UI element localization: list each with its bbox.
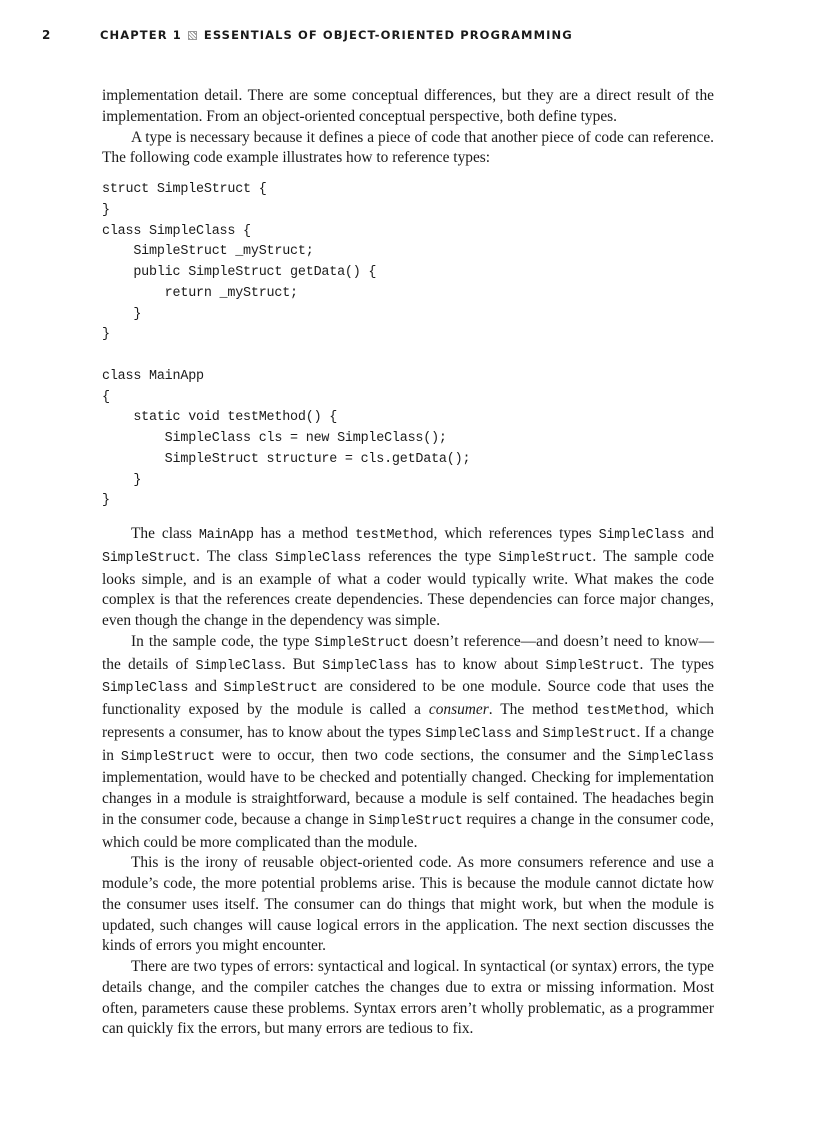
inline-code: SimpleClass (425, 726, 512, 742)
paragraph-text: implementation detail. There are some conceptual differences, but they are a direct result of the implementation. From an object-oriented conceptual perspective, both define types. (102, 87, 714, 125)
paragraph (102, 524, 714, 632)
paragraph (102, 128, 714, 170)
paragraph-text: . The types (639, 655, 714, 673)
separator-square-icon (188, 31, 197, 40)
paragraph-text: . The class (196, 547, 275, 565)
inline-code: MainApp (198, 528, 254, 543)
intro-paragraphs (102, 86, 714, 169)
paragraph-text: references the type (361, 547, 499, 565)
inline-code: SimpleClass (195, 658, 282, 674)
paragraph-text: There are two types of errors: syntactical and logical. In syntactical (or syntax) errors, the type details change, and the compiler catches the changes due to extra or missing information. Most often, parameters cause these problems. Syntax errors aren’t wholly problematic, as a programmer can quickly fix the errors, but many errors are tedious to fix. (102, 958, 714, 1038)
inline-code: SimpleStruct (314, 635, 409, 651)
inline-code: SimpleStruct (542, 726, 637, 742)
inline-code: SimpleStruct (223, 681, 318, 697)
body-paragraphs (102, 524, 714, 1040)
chapter-title: ESSENTIALS OF OBJECT-ORIENTED PROGRAMMING (203, 28, 573, 42)
inline-code: SimpleStruct (102, 550, 197, 566)
paragraph-text: and (188, 678, 224, 696)
page-number: 2 (42, 28, 51, 42)
paragraph-text: . If a change in (102, 723, 714, 764)
paragraph-text: has to know about (408, 655, 546, 673)
paragraph-text: doesn’t reference—and doesn’t need to know—the details of (102, 632, 714, 673)
paragraph-text: and (511, 723, 543, 741)
paragraph-text: This is the irony of reusable object-oriented code. As more consumers reference and use a module’s code, the more potential problems arise. This is because the module cannot dictate how the consumer uses itself. The consumer can do things that might work, but when the module is updated, such changes will cause logical errors in the application. The next section discusses the kinds of errors you might encounter. (102, 854, 714, 955)
paragraph-text: are considered to be one module. Source code that uses the functionality exposed by the module is called a (102, 678, 714, 718)
inline-code: testMethod (586, 704, 665, 719)
inline-code: SimpleClass (102, 681, 189, 697)
inline-code: SimpleClass (274, 550, 362, 566)
inline-code: SimpleStruct (498, 550, 593, 566)
paragraph-text: requires a change in the consumer code, which could be more complicated than the module. (102, 810, 714, 851)
paragraph-text: In the sample code, the type (131, 632, 315, 650)
paragraph (102, 86, 714, 128)
inline-code: SimpleClass (322, 658, 409, 674)
paragraph-text: were to occur, then two code sections, the consumer and the (214, 746, 628, 764)
inline-code: SimpleStruct (120, 749, 215, 765)
code-listing: struct SimpleStruct { } class SimpleClass { SimpleStruct _myStruct; public SimpleStruct getData() { return _myStruct; } } class MainApp { static void testMethod() { SimpleClass cls = new SimpleClass(); SimpleStruct structure = cls.getData(); } } (102, 182, 471, 509)
inline-code: SimpleClass (627, 749, 714, 765)
paragraph-text: , which represents a consumer, has to know about the types (102, 701, 714, 741)
paragraph-text: A type is necessary because it defines a piece of code that another piece of code can reference. The following code example illustrates how to reference types: (102, 128, 714, 167)
inline-code: SimpleStruct (545, 658, 640, 674)
page-body (102, 86, 714, 1040)
paragraph (102, 853, 714, 957)
paragraph-text: and (684, 525, 714, 542)
paragraph-text: . The method (488, 701, 587, 718)
running-head (100, 28, 573, 42)
paragraph-text: . The sample code looks simple, and is an example of what a coder would typically write. What makes the code complex is that the references create dependencies. These dependencies can force major changes, even though the change in the dependency was simple. (102, 547, 714, 629)
paragraph (102, 957, 714, 1040)
inline-code: SimpleClass (598, 528, 685, 543)
emphasis-term: consumer (428, 701, 489, 718)
paragraph-text: , which references types (433, 525, 599, 542)
inline-code: testMethod (355, 528, 434, 543)
paragraph-text: implementation, would have to be checked and potentially changed. Checking for implementation changes in a module is straightforward, because a module is self contained. The headaches begin in the consumer code, because a change in (102, 769, 714, 828)
paragraph (102, 632, 714, 854)
paragraph-text: . But (281, 655, 323, 673)
inline-code: SimpleStruct (368, 813, 463, 829)
chapter-label: CHAPTER 1 (100, 28, 182, 42)
paragraph-text: has a method (253, 525, 356, 542)
paragraph-text: The class (131, 525, 199, 542)
